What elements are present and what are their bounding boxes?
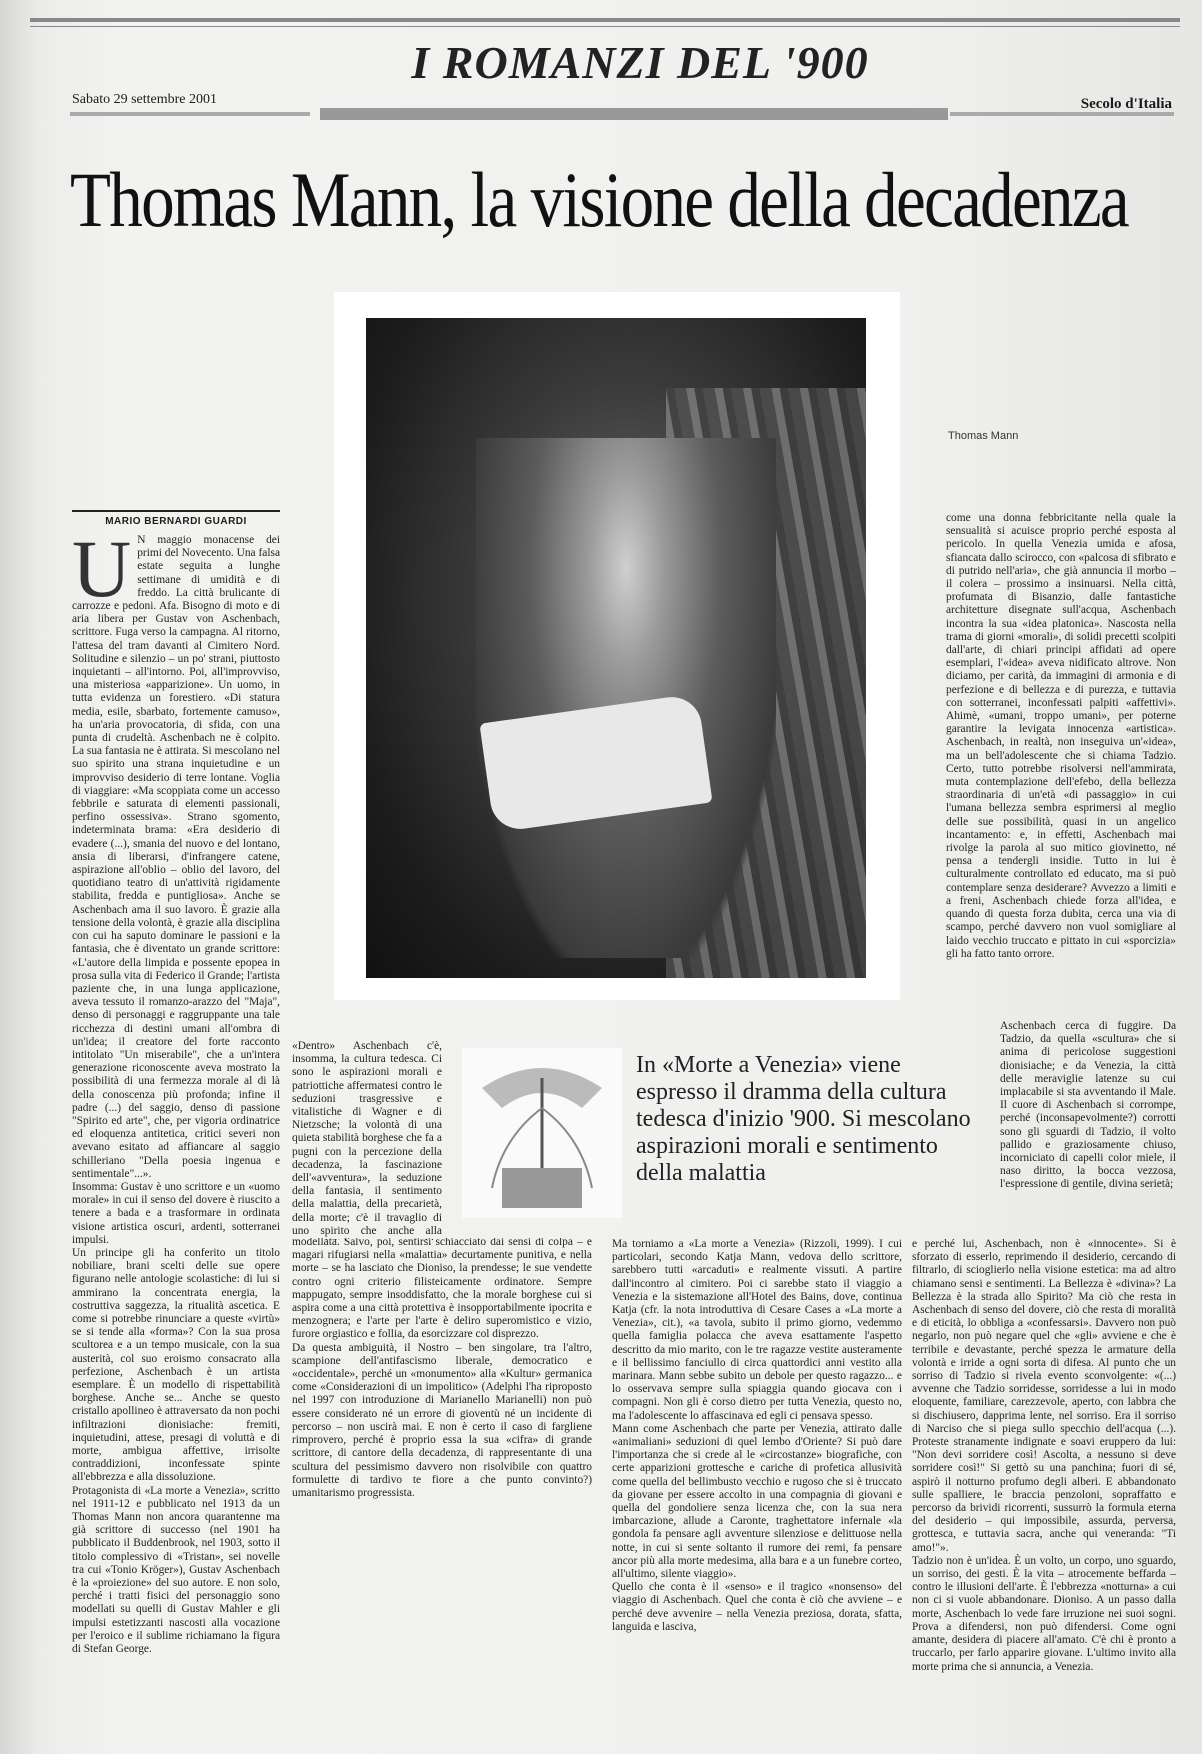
feather-illustration <box>462 1048 622 1218</box>
article-column-1 <box>72 534 280 1724</box>
photo-figure <box>476 438 776 958</box>
article-column-2-upper <box>292 1040 442 1240</box>
pull-quote: In «Morte a Venezia» viene espresso il dramma della cultura tedesca d'inizio '900. Si mescolano aspirazioni morali e sentimento della malattia <box>636 1052 971 1186</box>
column-1-text: N maggio monacense dei primi del Novecento. Una falsa estate seguita a lunghe settimane di umidità e di freddo. La città brulicante di carrozze e pedoni. Afa. Bisogno di moto e di aria libera per Gustav von Aschenbach, scrittore. Fuga verso la campagna. Al ritorno, l'attesa del tram davanti al Cimitero Nord. Solitudine e silenzio – un po' strani, piuttosto inquietanti – all'intorno. Poi, all'improvviso, una misteriosa «apparizione». Un uomo, in tutta evidenza un forestiero. «Di statura media, esile, sbarbato, fortemente camuso», ha un'aria provocatoria, di sfida, con una punta di crudeltà. Aschenbach ne è colpito. La sua fantasia ne è attirata. Si mescolano nel suo spirito una strana inquietudine e un improvviso desiderio di terre lontane. Voglia di viaggiare: «Ma scoppiata come un accesso febbrile e saturata di elementi passionali, perfino ossessiva». Strano sgomento, indeterminata brama: «Era desiderio di evadere (...), smania del nuovo e del lontano, ansia di liberarsi, d'infrangere catene, aspirazione all'oblio – oblio del lavoro, del quotidiano teatro di un'attività rigidamente stabilita, fredda e puntigliosa». Anche se Aschenbach ama il suo lavoro. È grazie alla tensione della volontà, è grazie alla disciplina con cui ha saputo dominare le passioni e la fantasia, che è diventato un grande scrittore: «L'autore della limpida e possente epopea in prosa sulla vita di Federico il Grande; l'artista paziente che, in una lunga applicazione, aveva tessuto il romanzo-arazzo del "Maja", denso di personaggi e raggruppante una tale ricchezza di destini umani all'ombra di un'idea; il creatore del forte racconto intitolato "Un miserabile", che a un'intera generazione riconoscente aveva mostrato la possibilità di una fermezza morale al di là della conoscenza più profonda; infine il padre (...) del saggio, denso di passione "Spirito ed arte", che, per vigoria ordinatrice ed eloquenza antitetica, critici severi non avevano esitato ad affiancare al saggio schilleriano "Della poesia ingenua e sentimentale"...». Insomma: Gustav è uno scrittore e un «uomo morale» in cui il senso del dovere è riuscito a tenere a bada e a trasformare in ordinata visione artistica oscuri, ardenti, sotterranei impulsi. Un principe gli ha conferito un titolo nobiliare, brani scelti delle sue opere figurano nelle antologie scolastiche: di lui si ammirano la concentrata energia, la costruttiva saggezza, la ritualità ascetica. E come si potrebbe rinunciare a queste «virtù» se si tende alla «forma»? Con la sua prosa scultorea e a un tempo musicale, con la sua austerità, col suo eroismo consacrato alla perfezione, Aschenbach è un artista esemplare. È un modello di rispettabilità borghese. Anche se... Anche se questo cristallo apollineo è attraversato da non pochi infiltrazioni dionisiache: fremiti, inquietudini, attese, presagi di voluttà e di morte, ambigua affettive, irrisolte contraddizioni, inconfessate spinte all'ebbrezza e alla dissoluzione. Protagonista di «La morte a Venezia», scritto nel 1911-12 e pubblicato nel 1913 da un Thomas Mann non ancora quarantenne ma già scrittore di successo (nel 1901 ha pubblicato il Buddenbrook, nel 1903, sotto il titolo complessivo di «Tristan», sei novelle tra cui «Tonio Kröger»), Gustav Aschenbach è la «proiezione» del suo autore. E non solo, perché i tratti fisici del personaggio sono modellati su quelli di Gustav Mahler e gli impulsi estetizzanti nascosti alla vocazione per l'eroico e il sublime richiamano la figura di Stefan George. <box>72 534 280 1656</box>
byline-rule <box>72 510 280 512</box>
masthead-bar <box>320 108 948 120</box>
top-rule <box>30 18 1180 22</box>
article-column-4-upper <box>946 512 1176 1018</box>
column-4-text: come una donna febbricitante nella quale la sensualità si acuisce proprio perché esposta al pericolo. In quella Venezia umida e afosa, sfiancata dallo scirocco, con «palcosa di sfibrato e di putrido nell'aria», che già annuncia il morbo – il colera – prossimo a insinuarsi. Nella città, profumata di Bisanzio, dalle fantastiche architetture disegnate sull'acqua, Aschenbach incontra la sua «idea platonica». Nascosta nella trama di giorni «morali», di solidi precetti scolpiti dall'arte, di chiari principi affidati ad opere esemplari, l'«idea» aveva nidificato altrove. Non diciamo, per carità, da immagini di armonia e di perfezione e di bellezza e di purezza, e tuttavia con sotterranei, inconfessati palpiti «affettivi». Ahimè, «umani, troppo umani», per poterne garantire la levigata innocenza «artistica». Aschenbach, in realtà, non inseguiva un'«idea», ma un bell'adolescente che si chiama Tadzio. Certo, tutto potrebbe risolversi nell'ammirata, muta contemplazione dell'efebo, della bellezza straordinaria di un'età «di passaggio» in cui l'umana bellezza sembra esprimersi al meglio delle sue possibilità, quasi in un angelico incantamento: e, in effetti, Aschenbach mai rivolge la parola al suo mitico giovinetto, né pensa a tendergli insidie. Tutto in lui è culturalmente controllato ed educato, ma si può contemplare senza desiderare? Avvezzo a limiti e a freni, Aschenbach chiede forza all'idea, e quando di questa forza dubita, cerca una via di scampo, perché davvero non vuol somigliare al laido vecchio truccato e pittato in cui «sporcizia» gli ha fatto tanto orrore. <box>946 512 1176 960</box>
paper-rule <box>950 112 1174 116</box>
column-4-lower-text: Aschenbach cerca di fuggire. Da Tadzio, da quella «scultura» che si anima di pericolose suggestioni dionisiache; e da Venezia, la città delle meraviglie latenze su cui implacabile si sta avventando il Male. Il cuore di Aschenbach si corrompe, perché (inconsapevolmente?) corrotti sono gli sguardi di Tadzio, il volto pallido e graziosamente chiuso, incorniciato di capelli color miele, il naso diritto, la bocca vezzosa, l'espressione di gentile, divina serietà; <box>1000 1020 1176 1191</box>
column-2-text: «Dentro» Aschenbach c'è, insomma, la cultura tedesca. Ci sono le aspirazioni morali e patriottiche affermatesi contro le seduzioni trasgressive e vitalistiche di Wagner e di Nietzsche; la volontà di una quieta stabilità borghese che fa a pugni con la percezione della decadenza, la fascinazione dell'«avventura», la seduzione della fantasia, il sentimento della malattia, della precarietà, della morte; c'è il travaglio di uno spirito che anche alla <box>292 1040 442 1237</box>
column-5-text: e perché lui, Aschenbach, non è «innocente». Si è sforzato di esserlo, reprimendo il desiderio, cercando di filtrarlo, di scioglierlo nella visione estetica: ma ad altro chiamano sensi e sentimenti. La Bellezza è «divina»? La Bellezza è la strada allo Spirito? Ma ciò che resta in Aschenbach di senso del dovere, ciò che resta di moralità e di eticità, lo obbliga a «confessarsi». Davvero non può negarlo, non può negare quel che «gli» avviene e che è terribile e devastante, perché spezza le armature della volontà e irride a ogni sorta di difesa. Al punto che un sorriso di Tadzio si rivela evento sconvolgente: «(...) avvenne che Tadzio sorridesse, sorridesse a lui in modo eloquente, familiare, carezzevole, aperto, con labbra che si dischiusero, dapprima lente, nel sorriso. Era il sorriso di Narciso che si piega sullo specchio dell'acqua (...). Proteste stranamente indignate e soavi eruppero da lui: "Non devi sorridere così! Ascolta, a nessuno si deve sorridere così!" Si gettò su una panchina; fuori di sé, aspirò il notturno profumo degli alberi. E abbandonato sulle spalliere, le braccia penzoloni, sopraffatto e percorso da brividi ricorrenti, sussurrò la formula eterna del desiderio – qui impossibile, assurda, perversa, grottesca, e tuttavia sacra, anche qui veneranda: "Ti amo!"». Tadzio non è un'idea. È un volto, un corpo, uno sguardo, un sorriso, dei gesti. È la vita – atrocemente beffarda – contro le illusioni dell'arte. È l'ebbrezza «notturna» a cui non ci si vuole abbandonare. Dioniso. A un passo dalla morte, Aschenbach lo vede fare irruzione nei suoi sogni. Prova a difendersi, non può difendersi. Come ogni amante, desidera di piacere all'amato. C'è chi è pronto a truccarlo, per farlo apparire giovane. L'ultimo invito alla morte prima che si annuncia, a Venezia. <box>912 1238 1176 1673</box>
headline: Thomas Mann, la visione della decadenza <box>70 156 1128 243</box>
column-3-text: Ma torniamo a «La morte a Venezia» (Rizzoli, 1999). I cui particolari, secondo Katja Mann, vedova dello scrittore, sarebbero tutti «arcaduti» e realmente vissuti. A partire dall'incontro al cimitero. Poi ci sarebbe stato il viaggio a Venezia e la sistemazione all'Hotel des Bains, dove, continua Katja (cfr. la nota introduttiva di Cesare Cases a «La morte a Venezia», cit.), «a tavola, subito il primo giorno, vedemmo quella famiglia polacca che aveva esattamente l'aspetto descritto da mio marito, con le tre ragazze vestite austeramente e il bellissimo fanciullo di circa quattordici anni vestito alla marinara. Mann sebbe subito un debole per questo ragazzo... e lo osservava sempre sulla spiaggia quando giocava con i compagni. Non gli è corso dietro per tutta Venezia, questo no, ma l'adolescente lo affascinava ed egli ci pensava spesso. Mann come Aschenbach che parte per Venezia, attirato dalle «animaliani» seduzioni di quel lembo d'Oriente? Si può dare l'importanza che si crede al le «circostanze» biografiche, con certe apparizioni grottesche e cariche di profetica allusività come quella del bellimbusto vecchio e rugoso che si è truccato da giovane per essere accolto in una compagnia di giovani e quella del gondoliere senza licenza che, con la sua nera imbarcazione, allude a Caronte, traghettatore infernale «la gondola fa pensare agli avventure silenziose e delittuose nella notte, in cui si sente soltanto il rumore dei remi, fa pensare ancor più alla morte medesima, alla bara e a un funebre corteo, all'ultimo, silente viaggio». Quello che conta è il «senso» e il tragico «nonsenso» del viaggio di Aschenbach. Quel che conta è ciò che avviene – e perché deve avvenire – nella Venezia preziosa, dorata, sfatta, languida e lasciva, <box>612 1238 902 1633</box>
illustration-thumbnail <box>462 1048 622 1218</box>
article-column-5 <box>912 1238 1176 1724</box>
photo-caption: Thomas Mann <box>948 430 1019 442</box>
top-rule-thin <box>30 26 1180 27</box>
photo-thomas-mann <box>334 292 900 1000</box>
drop-cap: U <box>72 534 132 614</box>
article-column-2-lower <box>292 1238 592 1724</box>
byline: MARIO BERNARDI GUARDI <box>105 516 247 527</box>
section-masthead: I ROMANZI DEL '900 <box>411 37 869 88</box>
column-2-lower-text: modellata. Salvo, poi, sentirsi schiacciato dai sensi di colpa – e magari rifugiarsi nella «malattia» decurtamente punitiva, e nella morte – se ha lasciato che Dioniso, la prendesse; le sue vendette contro ogni criterio filisteicamente ordinatore. Sempre mappugato, sempre insoddisfatto, che la morale borghese cui si aspira come a una città protettiva è insopportabilmente ipocrita e menzognera; e l'arte per l'arte è deliro superomistico e vizio, furore orgiastico e follia, da esorcizzare col disprezzo. Da questa ambiguità, il Nostro – ben singolare, tra l'altro, scampione dell'antifascismo liberale, democratico e «occidentale», perché un «monumento» alla «Kultur» germanica come «Considerazioni di un impolitico» (Adelphi l'ha riproposto nel 1997 con introduzione di Marianello Marianelli) non può essere considerato né un errore di gioventù né un incidente di percorso – non uscirà mai. E non è certo il caso di fargliene rimprovero, perché è proprio essa la sua «cifra» di grande scrittore, di cantore della decadenza, di rappresentante di una scultura del pessimismo davvero non risolvibile con quattro formulette di tardivo te fiore a che punto convinto?) umanitarismo progressista. <box>292 1238 592 1499</box>
issue-date: Sabato 29 settembre 2001 <box>72 92 218 107</box>
article-column-4-lower <box>1000 1020 1176 1236</box>
photo-image <box>366 318 866 978</box>
newspaper-name: Secolo d'Italia <box>1080 96 1172 112</box>
article-column-3 <box>612 1238 902 1724</box>
date-rule <box>70 112 310 116</box>
